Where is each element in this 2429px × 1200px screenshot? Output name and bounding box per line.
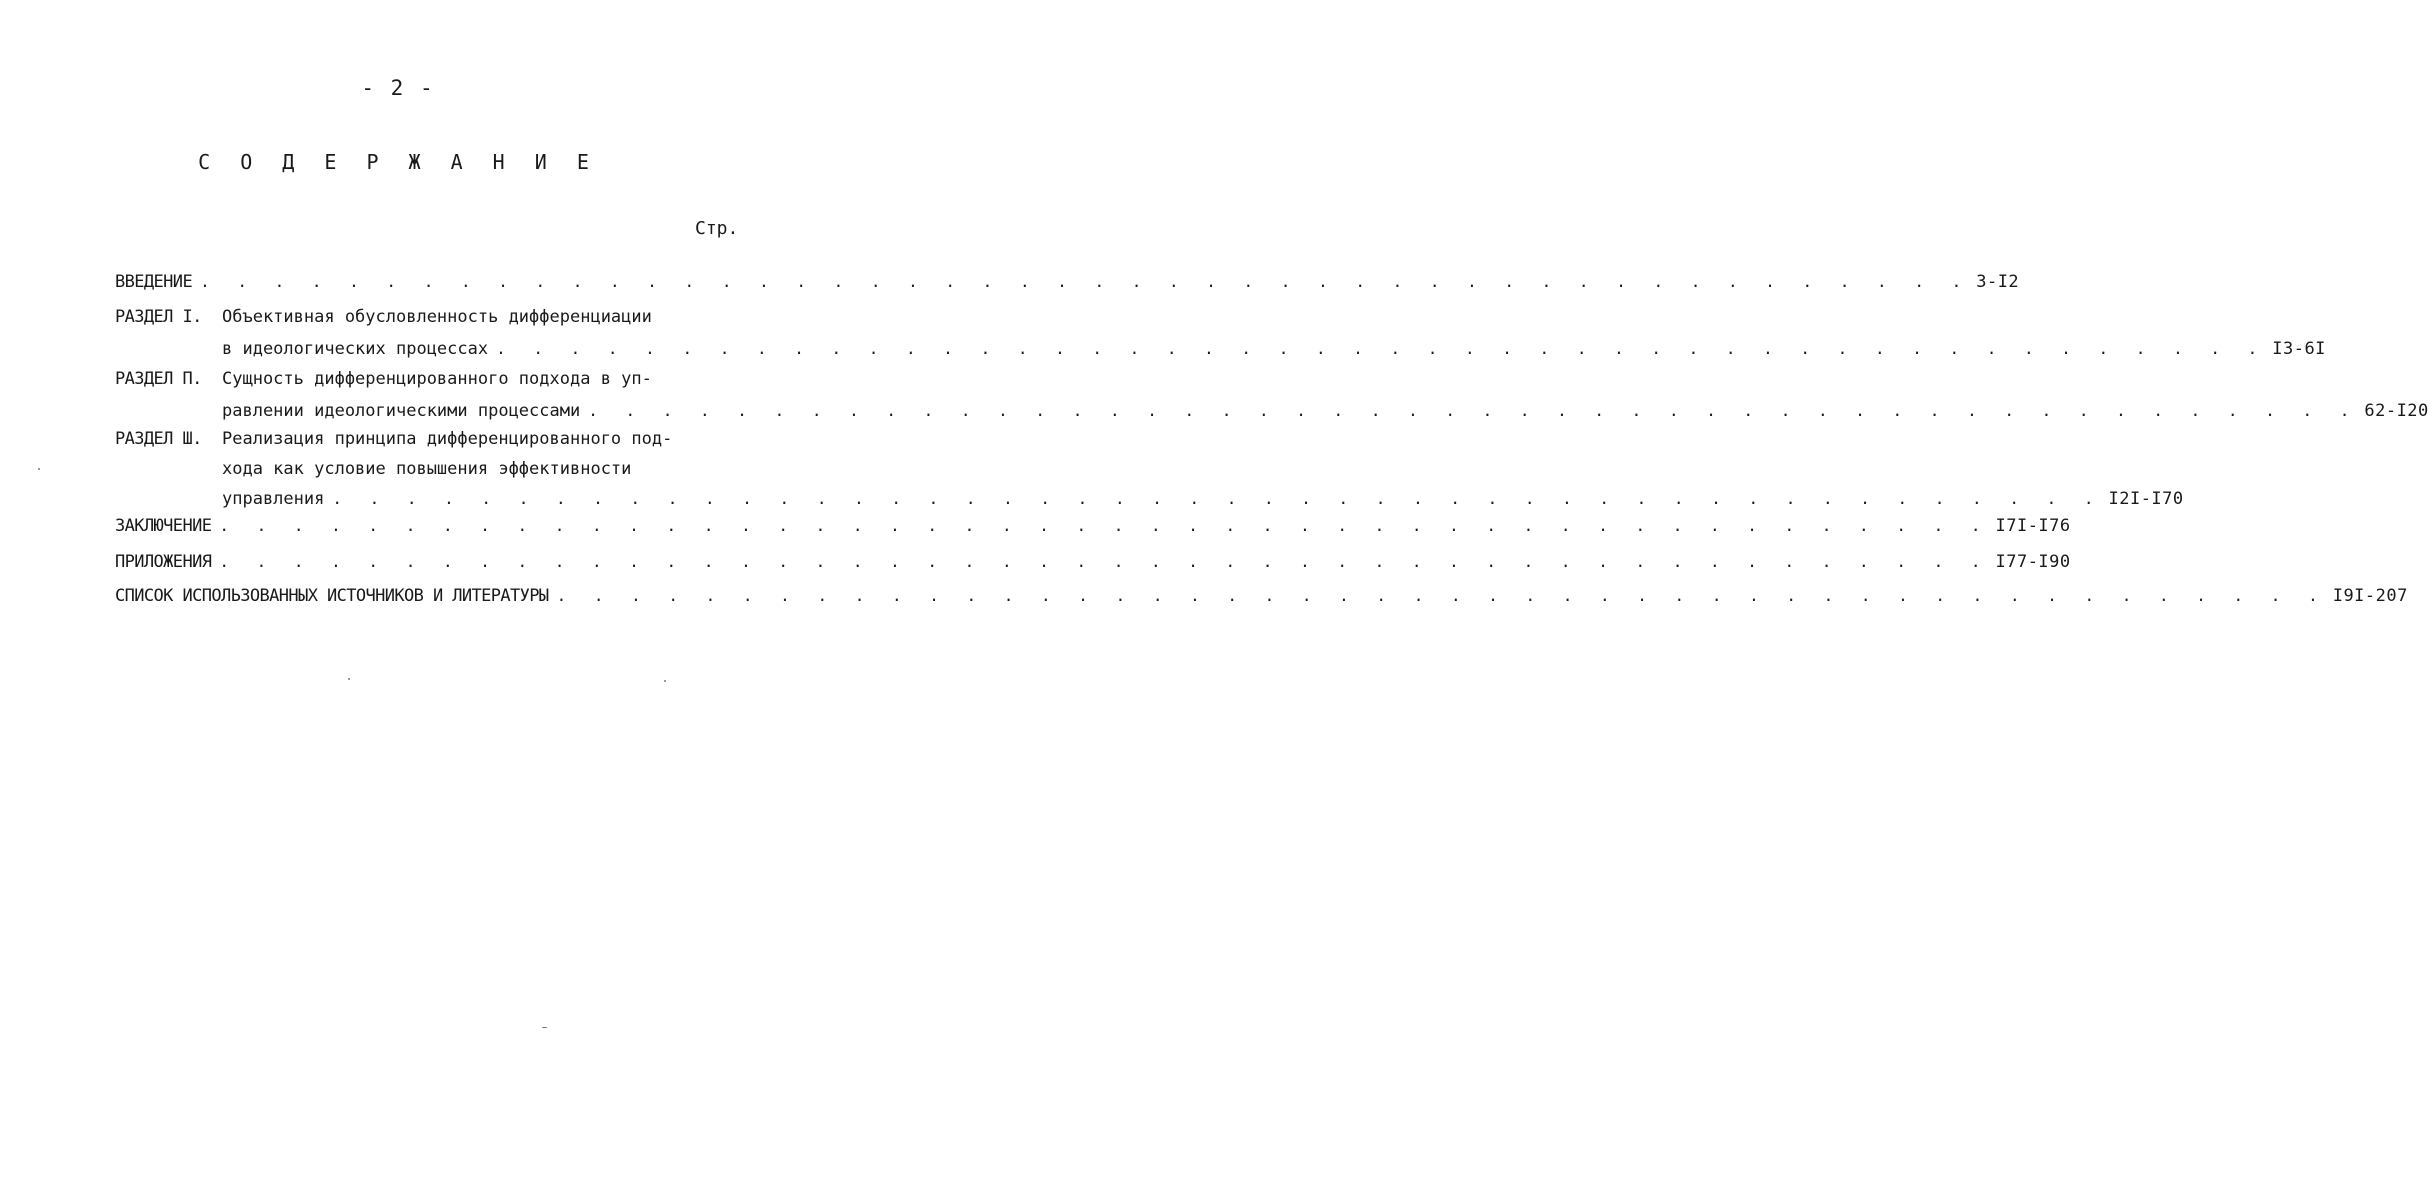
scan-speck bbox=[348, 678, 350, 680]
toc-entry-conclusion bbox=[115, 510, 2071, 541]
dot-leader: . . . . . . . . . . . . . . . . . . . . . . . . . . . . . . . . . . . . . . . . . . . . . . . . bbox=[588, 401, 2359, 420]
toc-entry-label: Объективная обусловленность дифференциации bbox=[222, 307, 652, 327]
toc-entry-label: равлении идеологическими процессами bbox=[222, 401, 581, 421]
toc-entry-pages: I77-I90 bbox=[1995, 552, 2071, 572]
toc-title: С О Д Е Р Ж А Н И Е bbox=[198, 150, 598, 174]
toc-entry-label: Сущность дифференцированного подхода в уп- bbox=[222, 369, 652, 389]
toc-entry-label: ВВЕДЕНИЕ bbox=[115, 272, 193, 292]
dot-leader: . . . . . . . . . . . . . . . . . . . . . . . . . . . . . . . . . . . . . . . . . . . . . . . . bbox=[200, 272, 1971, 291]
toc-entry-section-2 bbox=[115, 364, 2429, 426]
toc-entry-label: Реализация принципа дифференцированного под- bbox=[222, 429, 673, 449]
page-number: - 2 - bbox=[361, 76, 435, 100]
toc-entry-prefix: РАЗДЕЛ I. bbox=[115, 307, 202, 327]
toc-entry-pages: 3-I2 bbox=[1976, 272, 2020, 292]
dot-leader: . . . . . . . . . . . . . . . . . . . . . . . . . . . . . . . . . . . . . . . . . . . . . . . . bbox=[556, 586, 2327, 605]
toc-line bbox=[115, 333, 2326, 364]
toc-line bbox=[115, 424, 775, 454]
toc-line bbox=[115, 510, 2071, 541]
toc-entry-section-1 bbox=[115, 302, 2326, 364]
toc-line bbox=[115, 580, 2408, 611]
scan-speck bbox=[664, 680, 666, 682]
toc-entry-bibliography bbox=[115, 580, 2408, 611]
dot-leader: . . . . . . . . . . . . . . . . . . . . . . . . . . . . . . . . . . . . . . . . . . . . . . . . bbox=[332, 489, 2103, 508]
dot-leader: . . . . . . . . . . . . . . . . . . . . . . . . . . . . . . . . . . . . . . . . . . . . . . . . bbox=[496, 339, 2267, 358]
toc-entry-pages: I9I-207 bbox=[2332, 586, 2408, 606]
scan-speck bbox=[38, 468, 40, 470]
toc-entry-pages: 62-I20 bbox=[2364, 401, 2429, 421]
toc-line bbox=[115, 454, 775, 484]
pages-column-header: Стр. bbox=[695, 218, 739, 239]
toc-entry-label: ЗАКЛЮЧЕНИЕ bbox=[115, 516, 212, 536]
toc-line bbox=[115, 364, 775, 395]
toc-entry-label: СПИСОК ИСПОЛЬЗОВАННЫХ ИСТОЧНИКОВ И ЛИТЕРАТУРЫ bbox=[115, 586, 549, 606]
toc-entry-introduction bbox=[115, 266, 2020, 297]
toc-line bbox=[115, 546, 2071, 577]
toc-line bbox=[115, 266, 2020, 297]
toc-entry-prefix: РАЗДЕЛ Ш. bbox=[115, 429, 202, 449]
toc-line bbox=[115, 395, 2429, 426]
toc-entry-label: ПРИЛОЖЕНИЯ bbox=[115, 552, 212, 572]
toc-entry-prefix: РАЗДЕЛ П. bbox=[115, 369, 202, 389]
dot-leader: . . . . . . . . . . . . . . . . . . . . . . . . . . . . . . . . . . . . . . . . . . . . . . . . bbox=[219, 552, 1990, 571]
toc-entry-appendices bbox=[115, 546, 2071, 577]
toc-entry-section-3 bbox=[115, 424, 2184, 514]
toc-entry-label: в идеологических процессах bbox=[222, 339, 489, 359]
toc-entry-label: управления bbox=[222, 489, 325, 509]
toc-entry-pages: I7I-I76 bbox=[1995, 516, 2071, 536]
dot-leader: . . . . . . . . . . . . . . . . . . . . . . . . . . . . . . . . . . . . . . . . . . . . . . . . bbox=[219, 516, 1990, 535]
scan-speck bbox=[542, 1027, 547, 1028]
toc-entry-pages: I3-6I bbox=[2272, 339, 2326, 359]
toc-entry-pages: I2I-I70 bbox=[2108, 489, 2184, 509]
toc-line bbox=[115, 302, 775, 333]
toc-entry-label: хода как условие повышения эффективности bbox=[222, 459, 632, 479]
